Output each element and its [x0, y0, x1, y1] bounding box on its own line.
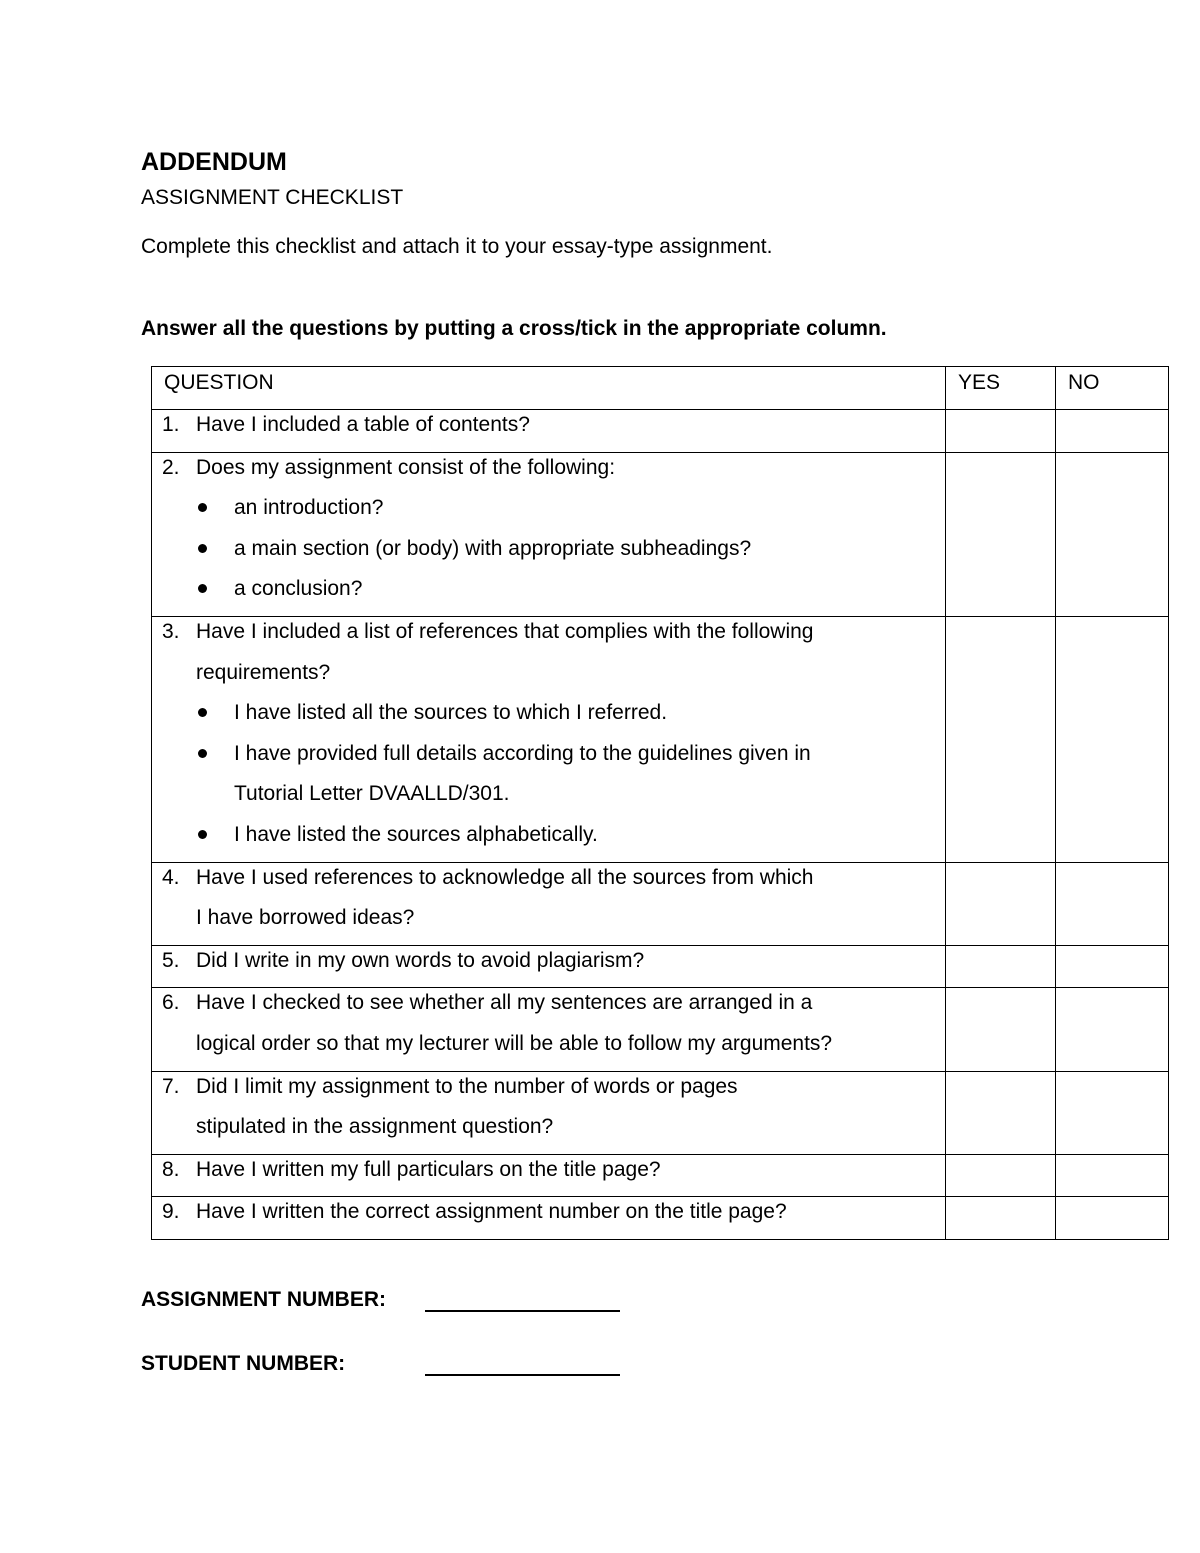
- question-cell: [152, 1154, 946, 1197]
- question-text: [162, 1156, 945, 1197]
- table-row: [152, 1197, 1169, 1240]
- question-text: [162, 864, 945, 905]
- question-text: [162, 454, 945, 495]
- no-answer-cell[interactable]: [1056, 862, 1169, 945]
- yes-answer-cell[interactable]: [946, 616, 1056, 862]
- no-answer-cell[interactable]: [1056, 410, 1169, 453]
- bullet-text: a conclusion?: [234, 577, 363, 601]
- question-line-text: Have I written the correct assignment number on the title page?: [196, 1200, 787, 1224]
- question-column-header: QUESTION: [152, 367, 946, 410]
- table-row: [152, 945, 1169, 988]
- question-number: 3.: [162, 619, 180, 643]
- question-number: 4.: [162, 865, 180, 889]
- table-row: [152, 1154, 1169, 1197]
- table-row: [152, 616, 1169, 862]
- bullet-text: an introduction?: [234, 496, 384, 520]
- bullet-icon: [198, 544, 207, 553]
- no-answer-cell[interactable]: [1056, 616, 1169, 862]
- question-line-text: logical order so that my lecturer will be able to follow my arguments?: [196, 1031, 833, 1055]
- question-number: 8.: [162, 1157, 180, 1181]
- question-number: 9.: [162, 1200, 180, 1224]
- question-number: 2.: [162, 455, 180, 479]
- question-line-text: I have borrowed ideas?: [196, 906, 415, 930]
- student-number-blank[interactable]: [425, 1352, 620, 1376]
- question-cell: [152, 452, 946, 616]
- bullet-item: [162, 780, 945, 821]
- question-cell: [152, 1071, 946, 1154]
- question-text: [162, 411, 945, 452]
- assignment-number-field: [141, 1288, 386, 1312]
- question-cell: [152, 616, 946, 862]
- question-cell: [152, 410, 946, 453]
- bullet-text: I have listed all the sources to which I referred.: [234, 701, 668, 725]
- table-row: [152, 1071, 1169, 1154]
- no-answer-cell[interactable]: [1056, 452, 1169, 616]
- table-row: [152, 862, 1169, 945]
- header-row: [152, 367, 1169, 410]
- question-cell: [152, 945, 946, 988]
- table-row: [152, 988, 1169, 1071]
- assignment-number-blank[interactable]: [425, 1288, 620, 1312]
- question-text: [162, 1073, 945, 1114]
- assignment-number-label: ASSIGNMENT NUMBER:: [141, 1288, 386, 1311]
- bullet-text: I have listed the sources alphabetically.: [234, 822, 598, 846]
- yes-answer-cell[interactable]: [946, 452, 1056, 616]
- student-number-label: STUDENT NUMBER:: [141, 1352, 346, 1375]
- yes-answer-cell[interactable]: [946, 410, 1056, 453]
- bullet-item: [162, 821, 945, 862]
- question-text: [162, 1198, 945, 1239]
- question-number: 6.: [162, 991, 180, 1015]
- checklist-body: [152, 410, 1169, 1240]
- question-text: [162, 618, 945, 659]
- question-cell: [152, 988, 946, 1071]
- no-answer-cell[interactable]: [1056, 1154, 1169, 1197]
- question-line-text: requirements?: [196, 660, 331, 684]
- bullet-text: I have provided full details according to the guidelines given in: [234, 741, 811, 765]
- bullet-icon: [198, 749, 207, 758]
- document-subtitle: ASSIGNMENT CHECKLIST: [141, 186, 404, 209]
- bullet-icon: [198, 708, 207, 717]
- bullet-item: [162, 494, 945, 535]
- question-text-continued: [162, 1113, 945, 1154]
- yes-answer-cell[interactable]: [946, 862, 1056, 945]
- checklist-table: [151, 366, 1169, 1240]
- question-line-text: stipulated in the assignment question?: [196, 1115, 554, 1139]
- question-line-text: Did I write in my own words to avoid plagiarism?: [196, 948, 645, 972]
- table-row: [152, 410, 1169, 453]
- yes-answer-cell[interactable]: [946, 1197, 1056, 1240]
- bullet-icon: [198, 830, 207, 839]
- question-text-continued: [162, 904, 945, 945]
- question-number: 7.: [162, 1074, 180, 1098]
- yes-answer-cell[interactable]: [946, 1154, 1056, 1197]
- question-line-text: Have I used references to acknowledge all the sources from which: [196, 865, 814, 889]
- table-row: [152, 452, 1169, 616]
- intro-text: Complete this checklist and attach it to your essay-type assignment.: [141, 235, 773, 258]
- bullet-item: [162, 699, 945, 740]
- question-line-text: Have I written my full particulars on the title page?: [196, 1157, 661, 1181]
- yes-column-header: YES: [946, 367, 1056, 410]
- bullet-text: a main section (or body) with appropriate subheadings?: [234, 536, 752, 560]
- bullet-icon: [198, 584, 207, 593]
- student-number-field: [141, 1352, 345, 1376]
- instruction-text: Answer all the questions by putting a cross/tick in the appropriate column.: [141, 317, 887, 340]
- question-line-text: Have I included a table of contents?: [196, 413, 530, 436]
- no-answer-cell[interactable]: [1056, 1197, 1169, 1240]
- document-title: ADDENDUM: [141, 148, 287, 176]
- yes-answer-cell[interactable]: [946, 945, 1056, 988]
- bullet-item: [162, 535, 945, 576]
- question-text-continued: [162, 1030, 945, 1071]
- yes-answer-cell[interactable]: [946, 1071, 1056, 1154]
- bullet-text: Tutorial Letter DVAALLD/301.: [234, 782, 510, 806]
- yes-answer-cell[interactable]: [946, 988, 1056, 1071]
- bullet-item: [162, 740, 945, 781]
- question-line-text: Did I limit my assignment to the number of words or pages: [196, 1074, 738, 1098]
- question-cell: [152, 1197, 946, 1240]
- question-line-text: Have I checked to see whether all my sentences are arranged in a: [196, 991, 813, 1015]
- no-column-header: NO: [1056, 367, 1169, 410]
- no-answer-cell[interactable]: [1056, 988, 1169, 1071]
- question-text: [162, 947, 945, 988]
- bullet-icon: [198, 503, 207, 512]
- question-number: 1.: [162, 413, 180, 436]
- question-cell: [152, 862, 946, 945]
- bullet-item: [162, 575, 945, 616]
- question-text: [162, 989, 945, 1030]
- question-line-text: Have I included a list of references that complies with the following: [196, 619, 814, 643]
- question-number: 5.: [162, 948, 180, 972]
- no-answer-cell[interactable]: [1056, 945, 1169, 988]
- question-text-continued: [162, 659, 945, 700]
- question-line-text: Does my assignment consist of the following:: [196, 455, 616, 479]
- no-answer-cell[interactable]: [1056, 1071, 1169, 1154]
